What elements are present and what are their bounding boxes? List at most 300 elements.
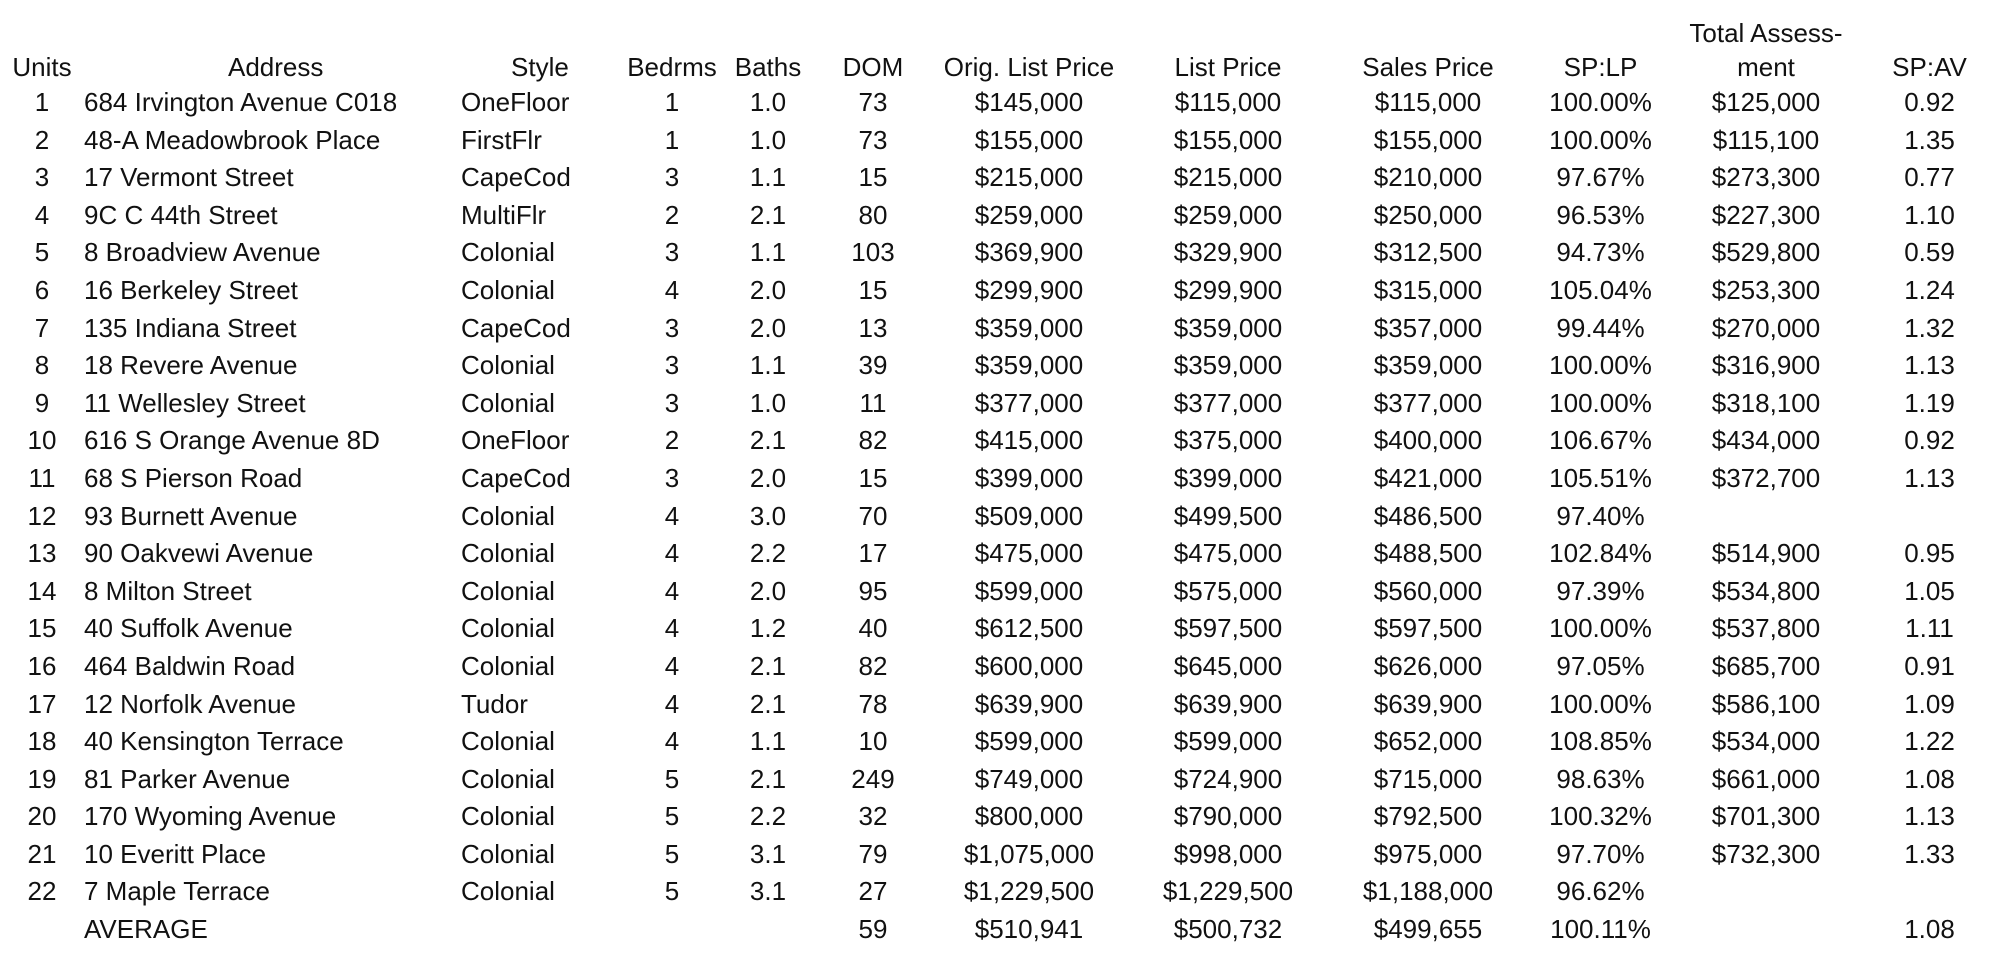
table-row <box>0 798 2000 836</box>
cell-address: 40 Kensington Terrace <box>84 726 344 757</box>
average-sp-av: 1.08 <box>1904 914 1955 945</box>
cell-dom: 15 <box>858 162 888 193</box>
cell-baths: 2.1 <box>749 763 787 794</box>
cell-style: MultiFlr <box>461 199 547 230</box>
table-row <box>0 686 2000 724</box>
cell-sp-lp: 105.04% <box>1549 274 1652 305</box>
cell-style: Colonial <box>461 613 555 644</box>
cell-baths: 2.0 <box>749 462 787 493</box>
cell-total-assessment <box>1673 498 1859 536</box>
cell-bedrms: 1 <box>664 87 680 117</box>
cell-baths: 1.1 <box>749 162 787 193</box>
cell-unit: 20 <box>27 801 57 832</box>
cell-dom: 73 <box>858 87 888 117</box>
cell-sales-price: $377,000 <box>1373 387 1483 418</box>
cell-bedrms: 4 <box>664 726 680 757</box>
cell-list-price: $259,000 <box>1173 199 1283 230</box>
cell-style: Colonial <box>461 237 555 268</box>
cell-sp-av: 0.95 <box>1904 538 1955 569</box>
cell-dom: 27 <box>858 876 888 907</box>
cell-unit: 21 <box>27 838 57 869</box>
cell-total-assessment: $270,000 <box>1711 312 1821 343</box>
cell-bedrms: 2 <box>664 199 680 230</box>
cell-orig-list-price: $600,000 <box>974 650 1084 681</box>
cell-unit: 3 <box>34 162 50 193</box>
cell-sp-lp: 100.00% <box>1549 613 1652 644</box>
cell-total-assessment: $316,900 <box>1711 350 1821 381</box>
cell-bedrms: 2 <box>664 425 680 456</box>
cell-orig-list-price: $749,000 <box>974 763 1084 794</box>
cell-sp-lp: 97.05% <box>1556 650 1645 681</box>
cell-orig-list-price: $415,000 <box>974 425 1084 456</box>
cell-dom: 249 <box>851 763 895 794</box>
cell-unit: 1 <box>34 87 50 117</box>
cell-sales-price: $315,000 <box>1373 274 1483 305</box>
cell-address: 464 Baldwin Road <box>84 650 296 681</box>
cell-orig-list-price: $215,000 <box>974 162 1084 193</box>
cell-baths: 2.1 <box>749 199 787 230</box>
cell-sp-av: 1.05 <box>1904 575 1955 606</box>
cell-sales-price: $975,000 <box>1373 838 1483 869</box>
cell-dom: 17 <box>858 538 888 569</box>
cell-address: 10 Everitt Place <box>84 838 267 869</box>
table-row <box>0 347 2000 385</box>
header-dom: DOM <box>842 52 904 82</box>
cell-sales-price: $359,000 <box>1373 350 1483 381</box>
table-row <box>0 460 2000 498</box>
cell-total-assessment: $534,000 <box>1711 726 1821 757</box>
cell-address: 8 Broadview Avenue <box>84 237 321 268</box>
cell-sales-price: $652,000 <box>1373 726 1483 757</box>
cell-baths: 2.0 <box>749 575 787 606</box>
cell-orig-list-price: $475,000 <box>974 538 1084 569</box>
cell-dom: 80 <box>858 199 888 230</box>
cell-sp-av: 0.91 <box>1904 650 1955 681</box>
cell-unit: 14 <box>27 575 57 606</box>
cell-baths: 3.1 <box>749 876 787 907</box>
cell-sp-av: 1.32 <box>1904 312 1955 343</box>
table-body <box>0 84 2000 949</box>
cell-baths: 2.1 <box>749 425 787 456</box>
cell-sp-av: 0.77 <box>1904 162 1955 193</box>
cell-sp-lp: 96.62% <box>1556 876 1645 907</box>
header-baths: Baths <box>734 52 802 82</box>
table-row <box>0 310 2000 348</box>
cell-total-assessment: $661,000 <box>1711 763 1821 794</box>
table-row <box>0 422 2000 460</box>
cell-orig-list-price: $399,000 <box>974 462 1084 493</box>
cell-style <box>461 911 624 949</box>
table-row <box>0 122 2000 160</box>
cell-bedrms: 5 <box>664 801 680 832</box>
cell-sp-lp: 105.51% <box>1549 462 1652 493</box>
cell-bedrms: 4 <box>664 538 680 569</box>
cell-list-price: $377,000 <box>1173 387 1283 418</box>
cell-list-price: $597,500 <box>1173 613 1283 644</box>
cell-unit: 10 <box>27 425 57 456</box>
cell-list-price: $575,000 <box>1173 575 1283 606</box>
cell-address: 90 Oakvewi Avenue <box>84 538 314 569</box>
cell-orig-list-price: $1,229,500 <box>963 876 1095 907</box>
cell-sales-price: $421,000 <box>1373 462 1483 493</box>
cell-sp-av: 1.13 <box>1904 801 1955 832</box>
cell-baths: 1.0 <box>749 387 787 418</box>
cell-address: 11 Wellesley Street <box>84 387 306 418</box>
cell-baths: 2.0 <box>749 274 787 305</box>
cell-list-price: $790,000 <box>1173 801 1283 832</box>
cell-list-price: $115,000 <box>1174 87 1282 117</box>
cell-style: Colonial <box>461 838 555 869</box>
table-row <box>0 84 2000 122</box>
cell-address: 68 S Pierson Road <box>84 462 303 493</box>
header-style: Style <box>511 52 569 82</box>
cell-list-price: $399,000 <box>1173 462 1283 493</box>
cell-sp-av: 1.13 <box>1904 350 1955 381</box>
cell-unit: 5 <box>34 237 50 268</box>
cell-style: Colonial <box>461 575 555 606</box>
cell-address: 616 S Orange Avenue 8D <box>84 425 380 456</box>
cell-sp-lp: 98.63% <box>1556 763 1645 794</box>
cell-baths: 1.1 <box>749 726 787 757</box>
cell-sales-price: $560,000 <box>1373 575 1483 606</box>
cell-unit: 18 <box>27 726 57 757</box>
cell-orig-list-price: $800,000 <box>974 801 1084 832</box>
cell-list-price: $359,000 <box>1173 312 1283 343</box>
average-sp-lp: 100.11% <box>1550 914 1651 945</box>
cell-sp-lp: 102.84% <box>1549 538 1652 569</box>
cell-baths: 2.1 <box>749 650 787 681</box>
table-row <box>0 610 2000 648</box>
cell-sp-lp: 100.00% <box>1549 350 1652 381</box>
cell-unit <box>0 911 84 949</box>
cell-sp-av: 0.92 <box>1904 425 1955 456</box>
cell-address: 16 Berkeley Street <box>84 274 298 305</box>
cell-orig-list-price: $639,900 <box>974 688 1084 719</box>
cell-list-price: $724,900 <box>1173 763 1283 794</box>
cell-list-price: $155,000 <box>1173 124 1283 155</box>
cell-style: Colonial <box>461 538 555 569</box>
cell-sp-av: 1.11 <box>1905 613 1954 644</box>
cell-sp-lp: 97.67% <box>1556 162 1645 193</box>
cell-sp-lp: 99.44% <box>1556 312 1645 343</box>
cell-total-assessment <box>1673 873 1859 911</box>
cell-sales-price: $115,000 <box>1374 87 1482 117</box>
cell-bedrms: 3 <box>664 162 680 193</box>
cell-list-price: $215,000 <box>1173 162 1283 193</box>
header-sp-lp: SP:LP <box>1563 52 1638 82</box>
cell-list-price: $1,229,500 <box>1162 876 1294 907</box>
header-address: Address <box>228 52 324 82</box>
cell-bedrms: 3 <box>664 312 680 343</box>
cell-dom: 15 <box>858 274 888 305</box>
cell-sp-av: 1.10 <box>1904 199 1955 230</box>
sales-table-container <box>0 14 2000 949</box>
cell-sp-lp: 108.85% <box>1549 726 1652 757</box>
cell-sp-lp: 97.40% <box>1556 500 1645 531</box>
header-list-price: List Price <box>1174 52 1282 82</box>
cell-sales-price: $715,000 <box>1373 763 1483 794</box>
cell-bedrms: 4 <box>664 688 680 719</box>
cell-dom: 70 <box>858 500 888 531</box>
cell-total-assessment: $115,100 <box>1712 124 1820 155</box>
cell-bedrms: 3 <box>664 387 680 418</box>
cell-bedrms: 4 <box>664 575 680 606</box>
cell-bedrms: 4 <box>664 613 680 644</box>
cell-baths: 2.1 <box>749 688 787 719</box>
cell-bedrms: 5 <box>664 763 680 794</box>
cell-sales-price: $488,500 <box>1373 538 1483 569</box>
header-orig-list-price: Orig. List Price <box>943 52 1115 82</box>
cell-baths: 3.0 <box>749 500 787 531</box>
cell-address: 48-A Meadowbrook Place <box>84 124 381 155</box>
cell-address: 684 Irvington Avenue C018 <box>84 87 398 117</box>
cell-orig-list-price: $359,000 <box>974 312 1084 343</box>
cell-address: 81 Parker Avenue <box>84 763 291 794</box>
cell-address: 12 Norfolk Avenue <box>84 688 296 719</box>
cell-orig-list-price: $155,000 <box>974 124 1084 155</box>
cell-bedrms: 4 <box>664 274 680 305</box>
cell-address: 8 Milton Street <box>84 575 252 606</box>
average-sales-price: $499,655 <box>1373 914 1483 945</box>
cell-sales-price: $1,188,000 <box>1362 876 1494 907</box>
cell-orig-list-price: $599,000 <box>974 575 1084 606</box>
cell-orig-list-price: $369,900 <box>974 237 1084 268</box>
cell-dom: 15 <box>858 462 888 493</box>
average-orig-list-price: $510,941 <box>974 914 1084 945</box>
cell-dom: 95 <box>858 575 888 606</box>
cell-style: Colonial <box>461 350 555 381</box>
header-sp-av: SP:AV <box>1892 52 1967 82</box>
cell-dom: 103 <box>851 237 895 268</box>
cell-dom: 40 <box>858 613 888 644</box>
cell-style: Colonial <box>461 763 555 794</box>
cell-total-assessment: $537,800 <box>1711 613 1821 644</box>
cell-dom: 32 <box>858 801 888 832</box>
cell-style: CapeCod <box>461 462 571 493</box>
cell-address: 17 Vermont Street <box>84 162 294 193</box>
cell-sales-price: $210,000 <box>1373 162 1483 193</box>
cell-orig-list-price: $145,000 <box>974 87 1084 117</box>
cell-sp-lp: 96.53% <box>1556 199 1645 230</box>
cell-sp-lp: 106.67% <box>1549 425 1652 456</box>
cell-sp-av: 1.35 <box>1904 124 1955 155</box>
average-label: AVERAGE <box>84 914 208 945</box>
cell-baths: 1.1 <box>749 237 787 268</box>
cell-baths: 3.1 <box>749 838 787 869</box>
cell-bedrms: 1 <box>664 124 680 155</box>
cell-sp-av: 1.13 <box>1904 462 1955 493</box>
cell-dom: 13 <box>858 312 888 343</box>
cell-unit: 15 <box>27 613 57 644</box>
cell-bedrms: 5 <box>664 876 680 907</box>
table-row <box>0 535 2000 573</box>
cell-style: CapeCod <box>461 162 571 193</box>
cell-address: 9C C 44th Street <box>84 199 278 230</box>
table-row <box>0 836 2000 874</box>
cell-baths: 2.2 <box>749 538 787 569</box>
table-row <box>0 573 2000 611</box>
cell-sp-av: 0.59 <box>1904 237 1955 268</box>
table-row <box>0 761 2000 799</box>
cell-unit: 13 <box>27 538 57 569</box>
cell-bedrms: 3 <box>664 462 680 493</box>
cell-style: FirstFlr <box>461 124 542 155</box>
header-total-assessment-line1: Total Assess- <box>1689 18 1843 48</box>
cell-total-assessment: $514,900 <box>1711 538 1821 569</box>
cell-address: 170 Wyoming Avenue <box>84 801 337 832</box>
cell-bedrms: 5 <box>664 838 680 869</box>
cell-address: 93 Burnett Avenue <box>84 500 298 531</box>
cell-orig-list-price: $612,500 <box>974 613 1084 644</box>
cell-unit: 4 <box>34 199 50 230</box>
cell-baths <box>720 911 816 949</box>
cell-unit: 7 <box>34 312 50 343</box>
cell-sp-av <box>1859 873 2000 911</box>
average-row <box>0 911 2000 949</box>
cell-unit: 17 <box>27 688 57 719</box>
cell-style: OneFloor <box>461 425 570 456</box>
table-row <box>0 159 2000 197</box>
cell-list-price: $499,500 <box>1173 500 1283 531</box>
cell-dom: 39 <box>858 350 888 381</box>
cell-list-price: $599,000 <box>1173 726 1283 757</box>
table-row <box>0 197 2000 235</box>
cell-unit: 6 <box>34 274 50 305</box>
cell-sales-price: $357,000 <box>1373 312 1483 343</box>
cell-total-assessment <box>1673 911 1859 949</box>
cell-sp-av: 1.09 <box>1904 688 1955 719</box>
cell-list-price: $329,900 <box>1173 237 1283 268</box>
cell-total-assessment: $586,100 <box>1711 688 1821 719</box>
cell-total-assessment: $372,700 <box>1711 462 1821 493</box>
cell-sales-price: $626,000 <box>1373 650 1483 681</box>
cell-baths: 1.0 <box>749 87 787 117</box>
cell-baths: 1.2 <box>749 613 787 644</box>
cell-orig-list-price: $377,000 <box>974 387 1084 418</box>
cell-list-price: $639,900 <box>1173 688 1283 719</box>
cell-sp-lp: 94.73% <box>1556 237 1645 268</box>
table-row <box>0 723 2000 761</box>
cell-dom: 82 <box>858 650 888 681</box>
cell-address: 40 Suffolk Avenue <box>84 613 293 644</box>
header-units: Units <box>12 52 72 82</box>
cell-style: Colonial <box>461 387 555 418</box>
cell-total-assessment: $732,300 <box>1711 838 1821 869</box>
cell-style: Colonial <box>461 500 555 531</box>
cell-sp-av: 1.22 <box>1904 726 1955 757</box>
cell-list-price: $645,000 <box>1173 650 1283 681</box>
cell-list-price: $359,000 <box>1173 350 1283 381</box>
table-row <box>0 873 2000 911</box>
cell-style: CapeCod <box>461 312 571 343</box>
table-row <box>0 234 2000 272</box>
cell-list-price: $375,000 <box>1173 425 1283 456</box>
header-sales-price: Sales Price <box>1362 52 1494 82</box>
cell-unit: 9 <box>34 387 50 418</box>
cell-orig-list-price: $359,000 <box>974 350 1084 381</box>
cell-dom: 79 <box>858 838 888 869</box>
table-row <box>0 648 2000 686</box>
cell-unit: 19 <box>27 763 57 794</box>
cell-sp-lp: 97.39% <box>1556 575 1645 606</box>
cell-list-price: $299,900 <box>1173 274 1283 305</box>
cell-sp-lp: 100.32% <box>1549 801 1652 832</box>
cell-style: OneFloor <box>461 87 570 117</box>
cell-unit: 11 <box>28 462 56 493</box>
cell-total-assessment: $253,300 <box>1711 274 1821 305</box>
cell-style: Colonial <box>461 726 555 757</box>
cell-total-assessment: $529,800 <box>1711 237 1821 268</box>
cell-total-assessment: $434,000 <box>1711 425 1821 456</box>
cell-total-assessment: $125,000 <box>1711 87 1821 117</box>
cell-dom: 82 <box>858 425 888 456</box>
cell-total-assessment: $227,300 <box>1711 199 1821 230</box>
cell-unit: 22 <box>27 876 57 907</box>
cell-bedrms: 4 <box>664 500 680 531</box>
cell-list-price: $475,000 <box>1173 538 1283 569</box>
cell-address: 135 Indiana Street <box>84 312 297 343</box>
cell-baths: 2.2 <box>749 801 787 832</box>
cell-unit: 2 <box>34 124 50 155</box>
sales-table <box>0 14 2000 949</box>
cell-orig-list-price: $299,900 <box>974 274 1084 305</box>
cell-orig-list-price: $259,000 <box>974 199 1084 230</box>
cell-sp-lp: 100.00% <box>1549 688 1652 719</box>
cell-sp-av: 1.08 <box>1904 763 1955 794</box>
cell-sales-price: $400,000 <box>1373 425 1483 456</box>
table-row <box>0 272 2000 310</box>
cell-sp-lp: 100.00% <box>1549 387 1652 418</box>
cell-sp-lp: 97.70% <box>1556 838 1645 869</box>
cell-sales-price: $792,500 <box>1373 801 1483 832</box>
cell-dom: 73 <box>858 124 888 155</box>
cell-total-assessment: $685,700 <box>1711 650 1821 681</box>
header-total-assessment-line2: ment <box>1737 52 1795 82</box>
cell-total-assessment: $534,800 <box>1711 575 1821 606</box>
cell-total-assessment: $318,100 <box>1711 387 1821 418</box>
cell-unit: 16 <box>27 650 57 681</box>
cell-sp-av: 1.24 <box>1904 274 1955 305</box>
table-row <box>0 385 2000 423</box>
cell-unit: 8 <box>34 350 50 381</box>
cell-sales-price: $639,900 <box>1373 688 1483 719</box>
cell-sales-price: $155,000 <box>1373 124 1483 155</box>
average-list-price: $500,732 <box>1173 914 1283 945</box>
cell-sp-av: 0.92 <box>1904 87 1955 117</box>
cell-bedrms: 3 <box>664 350 680 381</box>
cell-style: Colonial <box>461 650 555 681</box>
cell-bedrms <box>624 911 720 949</box>
cell-dom: 78 <box>858 688 888 719</box>
cell-sp-av <box>1859 498 2000 536</box>
cell-dom: 10 <box>858 726 888 757</box>
cell-bedrms: 4 <box>664 650 680 681</box>
cell-bedrms: 3 <box>664 237 680 268</box>
header-total-assessment <box>1673 14 1859 84</box>
header-bedrms: Bedrms <box>627 52 717 82</box>
cell-sp-lp: 100.00% <box>1549 87 1652 117</box>
cell-baths: 1.0 <box>749 124 787 155</box>
cell-style: Colonial <box>461 274 555 305</box>
cell-baths: 2.0 <box>749 312 787 343</box>
cell-sales-price: $312,500 <box>1373 237 1483 268</box>
cell-sp-av: 1.33 <box>1904 838 1955 869</box>
cell-orig-list-price: $509,000 <box>974 500 1084 531</box>
cell-unit: 12 <box>27 500 57 531</box>
cell-sales-price: $250,000 <box>1373 199 1483 230</box>
average-dom: 59 <box>858 914 888 945</box>
cell-sales-price: $597,500 <box>1373 613 1483 644</box>
